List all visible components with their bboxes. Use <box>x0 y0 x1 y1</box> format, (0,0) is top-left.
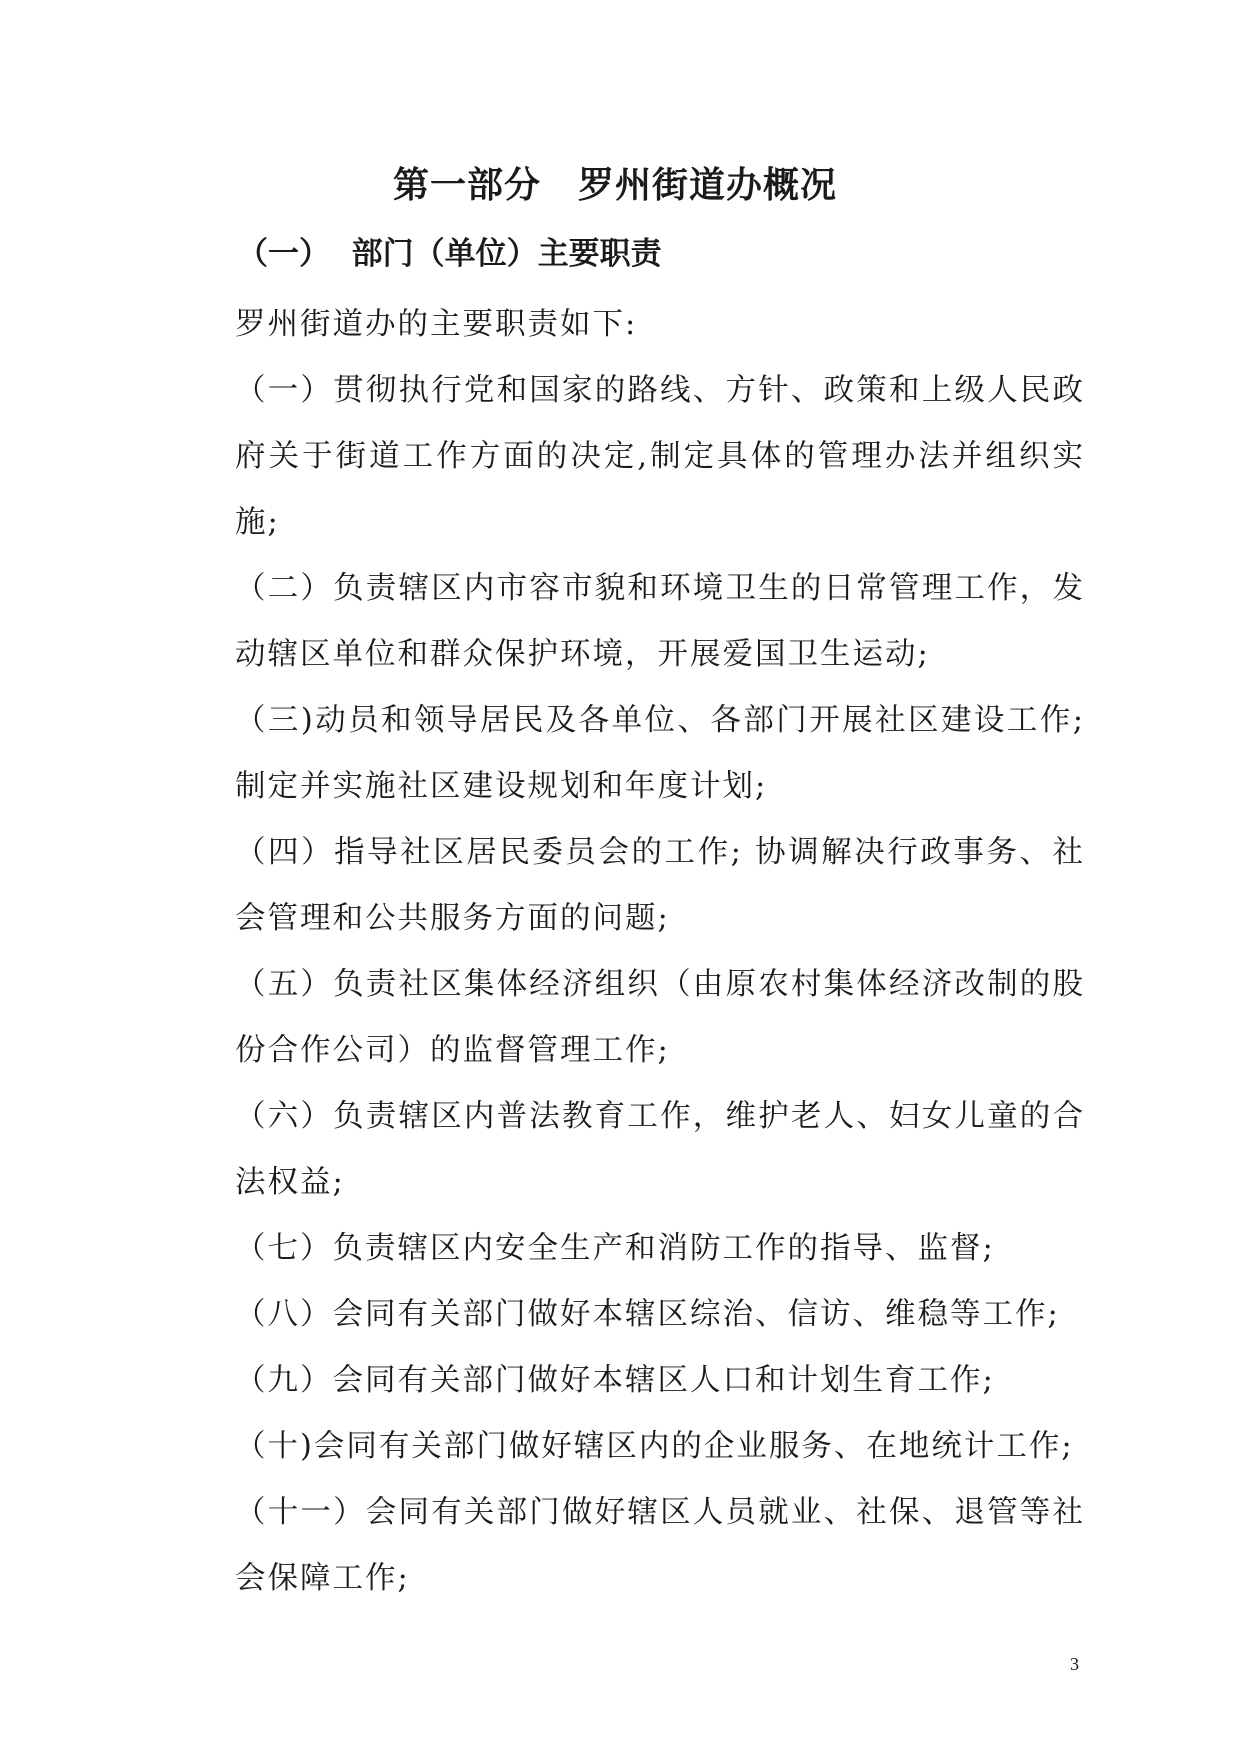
duty-item: （六）负责辖区内普法教育工作，维护老人、妇女儿童的合法权益; <box>235 1099 1085 1200</box>
duty-item: （三)动员和领导居民及各单位、各部门开展社区建设工作;制定并实施社区建设规划和年度计划; <box>235 703 1085 804</box>
duty-item: （十一）会同有关部门做好辖区人员就业、社保、退管等社会保障工作; <box>235 1495 1085 1596</box>
duty-item: （八）会同有关部门做好本辖区综治、信访、维稳等工作; <box>235 1297 1060 1332</box>
body-text <box>235 292 1085 1612</box>
duty-item: （四）指导社区居民委员会的工作; 协调解决行政事务、社会管理和公共服务方面的问题; <box>235 835 1085 936</box>
duty-item: （五）负责社区集体经济组织（由原农村集体经济改制的股份合作公司）的监督管理工作; <box>235 967 1085 1068</box>
page-title: 第一部分 罗州街道办概况 <box>392 165 837 206</box>
duty-item: （九）会同有关部门做好本辖区人口和计划生育工作; <box>235 1363 995 1398</box>
page-number: 3 <box>1070 1654 1079 1674</box>
duty-item: （七）负责辖区内安全生产和消防工作的指导、监督; <box>235 1231 995 1266</box>
section-heading: （一） 部门（单位）主要职责 <box>237 236 662 272</box>
duty-item: （一）贯彻执行党和国家的路线、方针、政策和上级人民政府关于街道工作方面的决定,制定具体的管理办法并组织实施; <box>235 373 1085 540</box>
intro-paragraph: 罗州街道办的主要职责如下: <box>235 307 638 342</box>
duty-item: （十)会同有关部门做好辖区内的企业服务、在地统计工作; <box>235 1429 1074 1464</box>
duty-item: （二）负责辖区内市容市貌和环境卫生的日常管理工作，发动辖区单位和群众保护环境，开展爱国卫生运动; <box>235 571 1085 672</box>
